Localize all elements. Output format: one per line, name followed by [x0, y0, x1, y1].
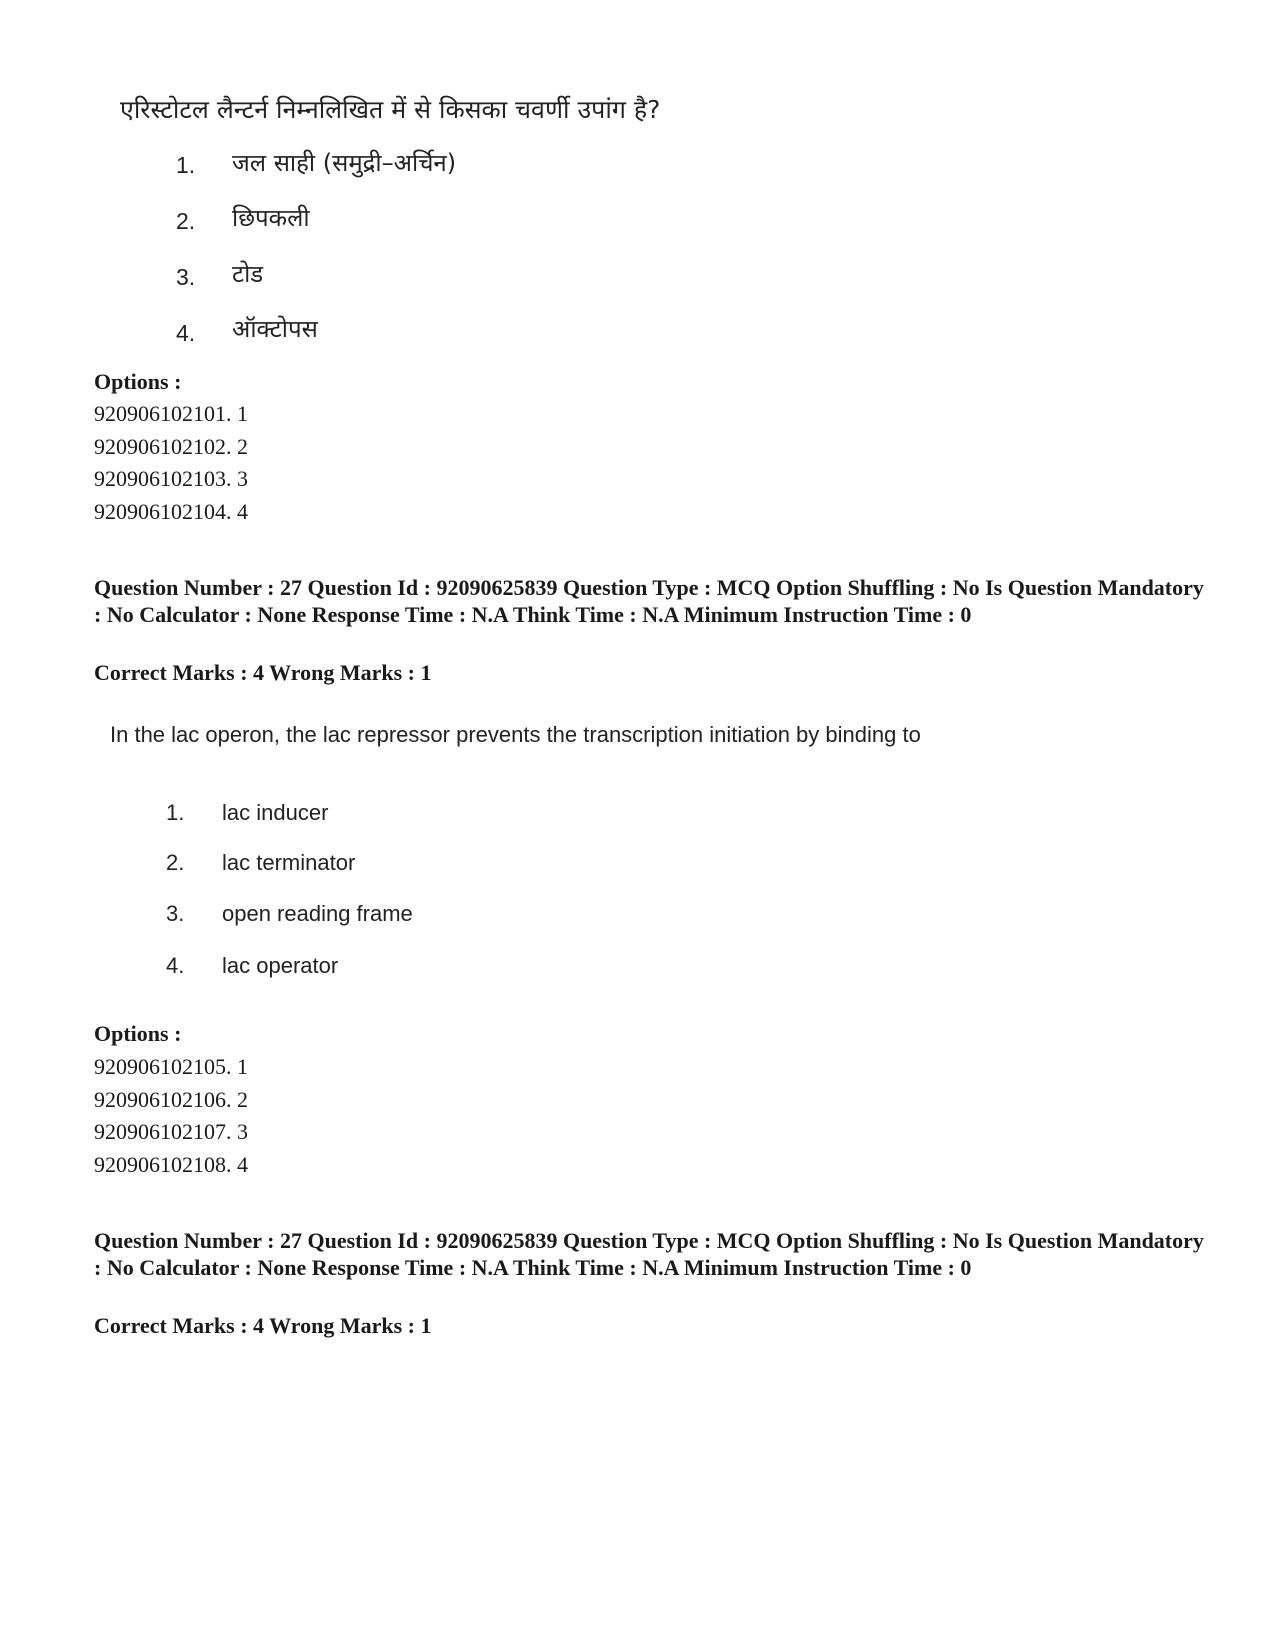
- choice-text: जल साही (समुद्री–अर्चिन): [232, 149, 457, 177]
- option-line: 920906102108. 4: [94, 1152, 248, 1177]
- choice-text: lac terminator: [222, 850, 356, 875]
- choice-text: open reading frame: [222, 901, 413, 926]
- choice-number: 2.: [166, 850, 185, 875]
- choice-number: 2.: [176, 208, 196, 234]
- choice-text: ऑक्टोपस: [232, 315, 318, 343]
- choice-number: 4.: [166, 953, 185, 978]
- choice-text: lac operator: [222, 953, 339, 978]
- choice-number: 3.: [176, 264, 196, 290]
- choice-text: छिपकली: [232, 204, 310, 232]
- question-text: एरिस्टोटल लैन्टर्न निम्नलिखित में से किसका चवर्णी उपांग है?: [120, 95, 661, 124]
- choice-text: टोड: [232, 260, 264, 288]
- option-line: 920906102103. 3: [94, 466, 248, 491]
- option-line: 920906102102. 2: [94, 434, 248, 459]
- option-line: 920906102106. 2: [94, 1087, 248, 1112]
- options-label: Options :: [94, 369, 182, 394]
- question-text: In the lac operon, the lac repressor prevents the transcription initiation by binding to: [110, 722, 921, 747]
- choice-number: 4.: [176, 320, 196, 346]
- question-meta: Question Number : 27 Question Id : 92090625839 Question Type : MCQ Option Shuffling : No Is Question Mandatory : No Calculator : None Response Time : N.A Think Time : N.A Minimum Instruction Time : 0: [94, 575, 1204, 627]
- option-line: 920906102101. 1: [94, 401, 248, 426]
- option-line: 920906102105. 1: [94, 1054, 248, 1079]
- marks-line: Correct Marks : 4 Wrong Marks : 1: [94, 1313, 432, 1338]
- option-line: 920906102104. 4: [94, 499, 248, 524]
- question-meta: Question Number : 27 Question Id : 92090625839 Question Type : MCQ Option Shuffling : No Is Question Mandatory : No Calculator : None Response Time : N.A Think Time : N.A Minimum Instruction Time : 0: [94, 1228, 1204, 1280]
- options-label: Options :: [94, 1021, 182, 1046]
- choice-number: 1.: [166, 800, 185, 825]
- choice-text: lac inducer: [222, 800, 329, 825]
- marks-line: Correct Marks : 4 Wrong Marks : 1: [94, 660, 432, 685]
- option-line: 920906102107. 3: [94, 1119, 248, 1144]
- choice-number: 1.: [176, 152, 196, 178]
- choice-number: 3.: [166, 901, 185, 926]
